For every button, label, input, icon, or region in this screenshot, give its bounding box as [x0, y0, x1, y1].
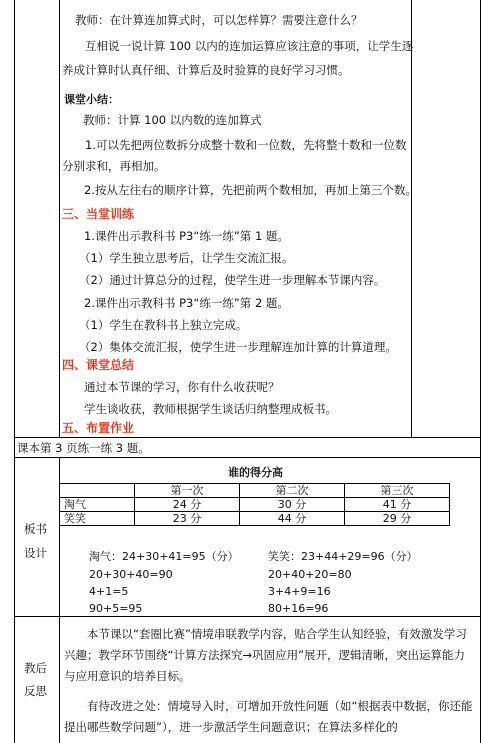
table-row — [60, 512, 450, 526]
right-calc-2: 20+40+20=80 — [268, 568, 352, 581]
divider-right-col — [411, 0, 412, 437]
score-cell: 23 分 — [135, 512, 240, 526]
summary-heading: 课堂小结： — [64, 93, 119, 106]
table-row — [60, 498, 450, 512]
teacher-question: 教师：在计算连加算式时，可以怎样算？需要注意什么？ — [75, 13, 363, 27]
hline-homework-top — [14, 437, 481, 438]
row-name: 淘气 — [60, 498, 135, 512]
discuss-line-2: 养成计算时认真仔细、计算后及时验算的良好学习习惯。 — [62, 63, 350, 77]
hline-reflection-top — [14, 616, 481, 617]
header-cell-first: 第一次 — [135, 484, 240, 498]
divider-left-col — [59, 0, 60, 437]
score-table-title: 谁的得分高 — [228, 466, 283, 479]
left-calc-4: 90+5=95 — [89, 602, 143, 615]
summary-point-2: 2.按从左往右的顺序计算，先把前两个数相加，再加上第三个数。 — [84, 183, 417, 197]
homework-line: 课本第 3 页练一练 3 题。 — [17, 441, 150, 455]
board-label-2: 设计 — [24, 546, 47, 560]
border-left — [14, 0, 15, 743]
summary-answer: 学生谈收获，教师根据学生谈话归纳整理成板书。 — [84, 402, 337, 416]
summary-point-1a: 1.可以先把两位数拆分成整十数和一位数，先将整十数和一位数 — [85, 138, 407, 152]
score-cell: 29 分 — [345, 512, 450, 526]
score-cell: 24 分 — [135, 498, 240, 512]
right-calc-3: 3+4+9=16 — [268, 585, 331, 598]
section4-heading: 四、课堂总结 — [62, 358, 135, 372]
reflection-label-1: 教后 — [24, 661, 47, 675]
discuss-line-1: 互相说一说计算 100 以内的连加运算应该注意的事项，让学生逐 — [85, 39, 414, 53]
header-cell-empty — [60, 484, 135, 498]
practice-item-1-1: （1）学生独立思考后，让学生交流汇报。 — [79, 251, 294, 265]
left-calc-1: 淘气：24+30+41=95（分） — [89, 550, 239, 563]
right-calc-4: 80+16=96 — [268, 602, 329, 615]
left-calc-2: 20+30+40=90 — [89, 568, 173, 581]
right-calc-1: 笑笑：23+44+29=96（分） — [268, 550, 418, 563]
score-table — [59, 483, 450, 526]
header-cell-second: 第二次 — [240, 484, 345, 498]
header-cell-third: 第三次 — [345, 484, 450, 498]
score-cell: 41 分 — [345, 498, 450, 512]
summary-point-1b: 分别求和，再相加。 — [62, 159, 166, 173]
section3-heading: 三、当堂训练 — [62, 207, 135, 221]
summary-question: 通过本节课的学习，你有什么收获呢？ — [84, 380, 280, 394]
section5-heading: 五、布置作业 — [62, 421, 135, 435]
reflection-paragraph-2: 有待改进之处：情境导入时，可增加开放性问题（如“根据表中数据，你还能提出哪些数学问题”），进一步激活学生问题意识；在算法多样化的 — [64, 699, 473, 734]
reflection-paragraph-1: 本节课以“套圈比赛”情境串联教学内容，贴合学生认知经验，有效激发学习兴趣；教学环节围绕“计算方法探究→巩固应用”展开，逻辑清晰，突出运算能力与应用意识的培养目标。 — [64, 627, 467, 683]
summary-teacher: 教师：计算 100 以内数的连加算式 — [83, 113, 262, 127]
score-cell: 30 分 — [240, 498, 345, 512]
score-cell: 44 分 — [240, 512, 345, 526]
practice-item-2-1: （1）学生在教科书上独立完成。 — [79, 318, 248, 332]
row-name: 笑笑 — [60, 512, 135, 526]
practice-item-1-2: （2）通过计算总分的过程，使学生进一步理解本节课内容。 — [79, 273, 386, 287]
border-right — [480, 0, 481, 743]
score-table-header — [60, 484, 450, 498]
reflection-label-2: 反思 — [24, 684, 47, 698]
left-calc-3: 4+1=5 — [89, 585, 129, 598]
practice-item-1: 1.课件出示教科书 P3“练一练”第 1 题。 — [84, 229, 289, 243]
practice-item-2-2: （2）集体交流汇报，使学生进一步理解连加计算的计算道理。 — [79, 340, 397, 354]
hline-board-top — [14, 457, 481, 458]
practice-item-2: 2.课件出示教科书 P3“练一练”第 2 题。 — [84, 296, 289, 310]
board-label-1: 板书 — [24, 522, 47, 536]
